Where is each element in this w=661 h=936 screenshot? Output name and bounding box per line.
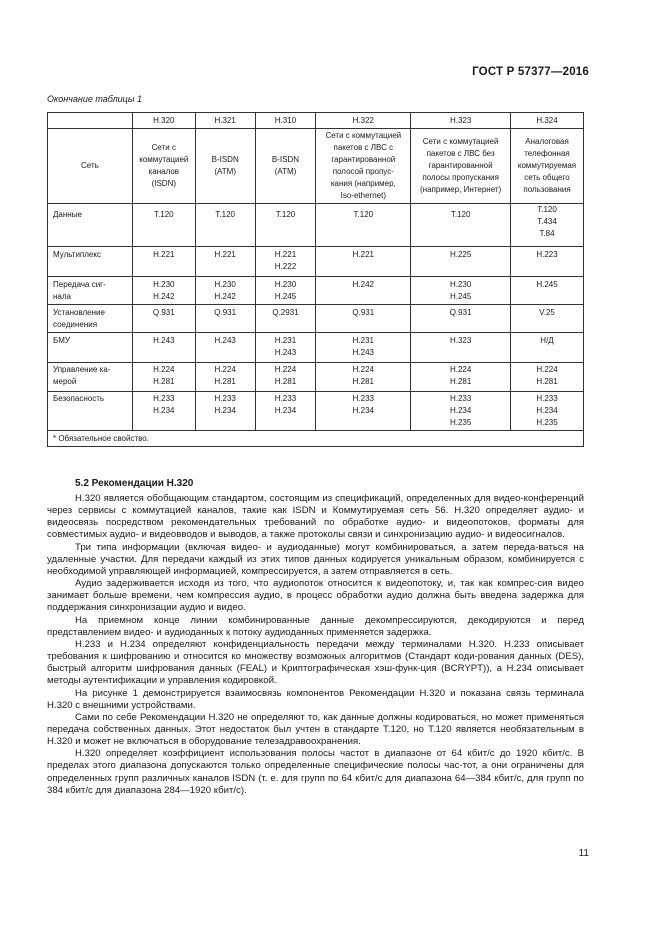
paragraph: Аудио задерживается исходя из того, что аудиопоток относится к видеопотоку, и, так как компрес-сия видео занимает больше времени, чем компрессия аудио, в процесс обработки аудио должна быть введена задержка для поддержания синхронизации аудио и видео. (47, 578, 584, 614)
table-cell: B-ISDN (ATM) (195, 129, 255, 204)
table-cell: БМУ (48, 333, 133, 363)
table-row (48, 305, 584, 333)
table-header-cell (48, 113, 133, 129)
table-cell: B-ISDN (ATM) (255, 129, 316, 204)
table-cell: H.233 H.234 H.235 (411, 392, 511, 431)
table-row (48, 392, 584, 431)
table-row (48, 204, 584, 247)
table-row (48, 277, 584, 305)
table-cell: H.225 (411, 247, 511, 277)
table-cell: H.224 H.281 (511, 363, 584, 392)
table-cell: H.233 H.234 (316, 392, 411, 431)
table-cell: Передача сиг- нала (48, 277, 133, 305)
table-cell: H.221 H.222 (255, 247, 316, 277)
table-cell: H.223 (511, 247, 584, 277)
table-cell: H.224 H.281 (255, 363, 316, 392)
table-caption: Окончание таблицы 1 (47, 94, 142, 104)
table-header-row (48, 113, 584, 129)
table-header-cell: H.320 (132, 113, 195, 129)
table-header-cell: H.321 (195, 113, 255, 129)
table-cell: H.221 (316, 247, 411, 277)
paragraph: Н.233 и Н.234 определяют конфиденциальность передачи между терминалами Н.320. Н.233 описывает требования к шифрованию и относится ко множеству возможных алгоритмов (Стандарт коди-рования данных (DES), быстрый алгоритм шифрования данных (FEAL) и Криптографическая хэш-функ-ция (BCRYPT)), а Н.234 описывает методы аутентификации и управления кодировкой. (47, 638, 584, 687)
table-cell: H.224 H.281 (132, 363, 195, 392)
table-cell: H.221 (195, 247, 255, 277)
page-number: 11 (578, 848, 589, 859)
table-cell: T.120 (316, 204, 411, 247)
document-header-id: ГОСТ Р 57377—2016 (472, 66, 589, 78)
table-cell: H.230 H.245 (255, 277, 316, 305)
table-cell: Аналоговая телефонная коммутируемая сеть общего пользования (511, 129, 584, 204)
table-cell: Q.931 (316, 305, 411, 333)
table-cell: H.323 (411, 333, 511, 363)
table-row (48, 129, 584, 204)
table-cell: T.120 (195, 204, 255, 247)
section-heading: 5.2 Рекомендации Н.320 (75, 478, 194, 489)
table-cell: H.231 H.243 (255, 333, 316, 363)
table-cell: Q.931 (195, 305, 255, 333)
table-row (48, 247, 584, 277)
table-header-cell: H.310 (255, 113, 316, 129)
table-cell: Сети с коммутацией пакетов с ЛВС без гарантированной полосы пропускания (например, Интернет) (411, 129, 511, 204)
paragraph: Н.320 определяет коэффициент использования полосы частот в диапазоне от 64 кбит/с до 1920 кбит/с. В пределах этого диапазона допускаются только определенные специфические полосы час-тот, а они ограничены для определенных групп различных каналов ISDN (т. е. для групп по 64 кбит/с для диапазона 64—384 кбит/с, для групп по 384 кбит/с для диапазона 284—1920 кбит/с). (47, 748, 584, 796)
paragraph: Сами по себе Рекомендации Н.320 не определяют то, как данные должны кодироваться, но может применяться передача собственных данных. Этот недостаток был учтен в стандарте Т.120, но Т.120 является необязательным в Н.320 и может не включаться в оборудование телезадравоохранения. (47, 711, 584, 748)
table-cell: Безопасность (48, 392, 133, 431)
paragraph: На рисунке 1 демонстрируется взаимосвязь компонентов Рекомендации Н.320 и показана связь терминала Н.320 с внешними устройствами. (47, 687, 584, 711)
table-cell: H.233 H.234 (132, 392, 195, 431)
standards-table (47, 112, 584, 447)
table-cell: H.231 H.243 (316, 333, 411, 363)
table-cell: H.230 H.242 (195, 277, 255, 305)
table-cell: H.233 H.234 (195, 392, 255, 431)
table-cell: Мультиплекс (48, 247, 133, 277)
table-footnote: * Обязательное свойство. (48, 431, 584, 447)
paragraph: На приемном конце линии комбинированные данные декомпрессируются, декодируются и перед представлением видео- и аудиоданных к потоку аудиоданных применяется задержка. (47, 614, 584, 638)
table-cell: Сети с коммутацией пакетов с ЛВС с гарантированной полосой пропус- кания (например, Iso-ethernet) (316, 129, 411, 204)
body-text (47, 493, 584, 797)
table-cell: H.224 H.281 (316, 363, 411, 392)
paragraph: Три типа информации (включая видео- и аудиоданные) могут комбинироваться, а затем переда-ваться на удаленные участки. Для передачи каждый из этих типов данных кодируется уникальным образом, комбинируется с необходимой управляющей информацией, компрессируется, а затем отправляется в сеть. (47, 541, 584, 577)
table-cell: H.243 (195, 333, 255, 363)
table-cell: Q.2931 (255, 305, 316, 333)
table-cell: V.25 (511, 305, 584, 333)
table-cell: H.221 (132, 247, 195, 277)
table-row (48, 363, 584, 392)
table-cell: H.242 (316, 277, 411, 305)
table-cell: H.243 (132, 333, 195, 363)
table-cell: Установление соединения (48, 305, 133, 333)
table-cell: H.233 H.234 H.235 (511, 392, 584, 431)
table-cell: H.224 H.281 (195, 363, 255, 392)
table-cell: T.120 T.434 T.84 (511, 204, 584, 247)
table-cell: T.120 (132, 204, 195, 247)
table-cell: H.230 H.242 (132, 277, 195, 305)
table-cell: Н/Д (511, 333, 584, 363)
table-cell: Q.931 (132, 305, 195, 333)
table-cell: H.233 H.234 (255, 392, 316, 431)
table-cell: H.245 (511, 277, 584, 305)
table-cell: T.120 (255, 204, 316, 247)
paragraph: Н.320 является обобщающим стандартом, состоящим из спецификаций, определенных для видео-конференций через сервисы с коммутацией каналов, такие как ISDN и Коммутируемая сеть 56. Н.320 определяет аудио- и видеосвязь посредством рекомендательных требований по обработке аудио- и видеопотоков, форматы для совместимых аудио- и видеовводов и выводов, а также протоколы связи и синхронизацию аудио- и видеосигналов. (47, 493, 584, 541)
table-row (48, 333, 584, 363)
table-header-cell: H.323 (411, 113, 511, 129)
table-cell: Данные (48, 204, 133, 247)
table-cell: H.224 H.281 (411, 363, 511, 392)
table-footnote-row (48, 431, 584, 447)
table-cell: Сети с коммутацией каналов (ISDN) (132, 129, 195, 204)
table-cell: H.230 H.245 (411, 277, 511, 305)
table-cell: Q.931 (411, 305, 511, 333)
table-header-cell: H.324 (511, 113, 584, 129)
table-header-cell: H.322 (316, 113, 411, 129)
table-cell: Управление ка- мерой (48, 363, 133, 392)
table-cell: Сеть (48, 129, 133, 204)
table-cell: T.120 (411, 204, 511, 247)
